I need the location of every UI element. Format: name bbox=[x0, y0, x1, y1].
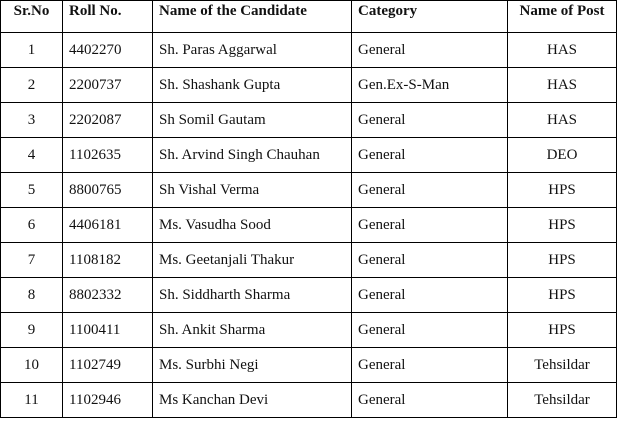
cell-roll-no: 8800765 bbox=[63, 173, 153, 208]
cell-candidate-name: Ms. Geetanjali Thakur bbox=[153, 243, 352, 278]
cell-category: Gen.Ex-S-Man bbox=[352, 68, 508, 103]
cell-roll-no: 4406181 bbox=[63, 208, 153, 243]
table-row bbox=[1, 348, 617, 383]
cell-roll-no: 8802332 bbox=[63, 278, 153, 313]
cell-candidate-name: Sh. Paras Aggarwal bbox=[153, 33, 352, 68]
cell-sr-no: 11 bbox=[1, 383, 63, 418]
cell-roll-no: 4402270 bbox=[63, 33, 153, 68]
cell-roll-no: 1108182 bbox=[63, 243, 153, 278]
cell-post-name: HAS bbox=[508, 33, 617, 68]
table-body bbox=[1, 33, 617, 418]
cell-sr-no: 7 bbox=[1, 243, 63, 278]
cell-sr-no: 4 bbox=[1, 138, 63, 173]
table-row bbox=[1, 278, 617, 313]
cell-post-name: HPS bbox=[508, 278, 617, 313]
table-row bbox=[1, 68, 617, 103]
cell-post-name: HAS bbox=[508, 68, 617, 103]
table-header bbox=[1, 1, 617, 33]
cell-roll-no: 2200737 bbox=[63, 68, 153, 103]
cell-category: General bbox=[352, 278, 508, 313]
cell-candidate-name: Sh Vishal Verma bbox=[153, 173, 352, 208]
table-row bbox=[1, 208, 617, 243]
cell-candidate-name: Ms. Surbhi Negi bbox=[153, 348, 352, 383]
cell-candidate-name: Sh Somil Gautam bbox=[153, 103, 352, 138]
cell-sr-no: 2 bbox=[1, 68, 63, 103]
cell-candidate-name: Ms Kanchan Devi bbox=[153, 383, 352, 418]
cell-post-name: HPS bbox=[508, 313, 617, 348]
table-row bbox=[1, 173, 617, 208]
cell-category: General bbox=[352, 138, 508, 173]
cell-candidate-name: Sh. Ankit Sharma bbox=[153, 313, 352, 348]
cell-category: General bbox=[352, 383, 508, 418]
cell-candidate-name: Sh. Siddharth Sharma bbox=[153, 278, 352, 313]
cell-category: General bbox=[352, 313, 508, 348]
cell-candidate-name: Ms. Vasudha Sood bbox=[153, 208, 352, 243]
cell-post-name: HPS bbox=[508, 243, 617, 278]
cell-sr-no: 9 bbox=[1, 313, 63, 348]
cell-post-name: DEO bbox=[508, 138, 617, 173]
cell-post-name: Tehsildar bbox=[508, 383, 617, 418]
cell-category: General bbox=[352, 103, 508, 138]
cell-roll-no: 1102946 bbox=[63, 383, 153, 418]
table-row bbox=[1, 103, 617, 138]
cell-post-name: HPS bbox=[508, 208, 617, 243]
table-row bbox=[1, 383, 617, 418]
cell-category: General bbox=[352, 33, 508, 68]
cell-sr-no: 10 bbox=[1, 348, 63, 383]
cell-category: General bbox=[352, 208, 508, 243]
cell-post-name: HAS bbox=[508, 103, 617, 138]
cell-sr-no: 3 bbox=[1, 103, 63, 138]
header-category: Category bbox=[352, 1, 508, 33]
header-post-name: Name of Post bbox=[508, 1, 617, 33]
cell-candidate-name: Sh. Shashank Gupta bbox=[153, 68, 352, 103]
header-sr-no: Sr.No bbox=[1, 1, 63, 33]
table-row bbox=[1, 313, 617, 348]
header-roll-no: Roll No. bbox=[63, 1, 153, 33]
cell-candidate-name: Sh. Arvind Singh Chauhan bbox=[153, 138, 352, 173]
cell-roll-no: 1102749 bbox=[63, 348, 153, 383]
cell-sr-no: 5 bbox=[1, 173, 63, 208]
cell-category: General bbox=[352, 348, 508, 383]
header-candidate-name: Name of the Candidate bbox=[153, 1, 352, 33]
cell-category: General bbox=[352, 243, 508, 278]
table-row bbox=[1, 243, 617, 278]
table-row bbox=[1, 33, 617, 68]
header-row bbox=[1, 1, 617, 33]
cell-sr-no: 8 bbox=[1, 278, 63, 313]
table-row bbox=[1, 138, 617, 173]
cell-post-name: Tehsildar bbox=[508, 348, 617, 383]
cell-post-name: HPS bbox=[508, 173, 617, 208]
cell-roll-no: 1100411 bbox=[63, 313, 153, 348]
cell-sr-no: 6 bbox=[1, 208, 63, 243]
cell-roll-no: 2202087 bbox=[63, 103, 153, 138]
cell-category: General bbox=[352, 173, 508, 208]
cell-roll-no: 1102635 bbox=[63, 138, 153, 173]
cell-sr-no: 1 bbox=[1, 33, 63, 68]
